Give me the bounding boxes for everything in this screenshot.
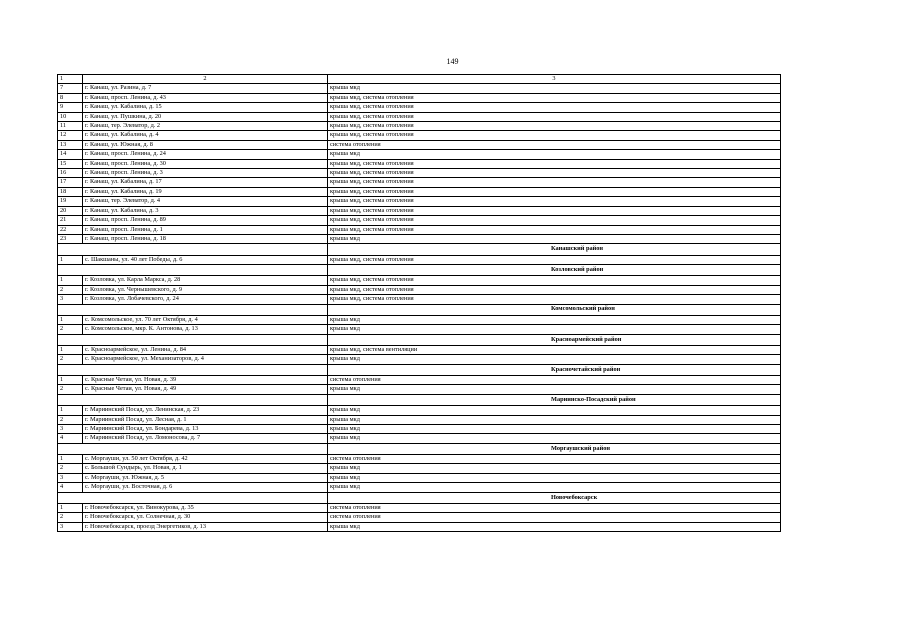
works-cell: крыша мкд <box>328 84 781 93</box>
row-number-cell: 2 <box>58 355 83 364</box>
works-cell: система отопления <box>328 513 781 522</box>
works-cell: крыша мкд <box>328 483 781 492</box>
works-cell: крыша мкд, система отопления <box>328 295 781 304</box>
section-empty-cell <box>58 304 328 315</box>
table-row <box>58 216 781 225</box>
page-number: 149 <box>446 57 459 66</box>
address-cell: г. Канаш, просп. Ленина, д. 43 <box>83 93 328 102</box>
section-empty-cell <box>58 244 328 255</box>
address-cell: г. Канаш, просп. Ленина, д. 18 <box>83 234 328 243</box>
repair-table <box>57 74 781 532</box>
table-row <box>58 385 781 394</box>
section-title: Канашский район <box>551 245 604 253</box>
row-number-cell: 1 <box>58 276 83 285</box>
address-cell: г. Мариинский Посад, ул. Лесная, д. 1 <box>83 415 328 424</box>
works-cell: крыша мкд <box>328 424 781 433</box>
table-row <box>58 424 781 433</box>
works-cell: система отопления <box>328 455 781 464</box>
works-cell: крыша мкд, система отопления <box>328 159 781 168</box>
table-row <box>58 464 781 473</box>
table-row <box>58 355 781 364</box>
works-cell: крыша мкд, система отопления <box>328 276 781 285</box>
section-title: Красночетайский район <box>551 365 621 373</box>
table-row <box>58 513 781 522</box>
row-number-cell: 21 <box>58 216 83 225</box>
table-row <box>58 112 781 121</box>
row-number-cell: 14 <box>58 150 83 159</box>
table-row <box>58 150 781 159</box>
row-number-cell: 1 <box>58 376 83 385</box>
table-row <box>58 197 781 206</box>
table-row <box>58 234 781 243</box>
section-empty-cell <box>58 394 328 405</box>
works-cell: крыша мкд, система отопления <box>328 178 781 187</box>
address-cell: г. Новочебоксарск, проезд Энергетиков, д. 13 <box>83 522 328 531</box>
row-number-cell: 2 <box>58 415 83 424</box>
table-row <box>58 504 781 513</box>
address-cell: с. Красноармейское, ул. Ленина, д. 84 <box>83 345 328 354</box>
address-cell: г. Канаш, ул. Кабалина, д. 19 <box>83 187 328 196</box>
works-cell: крыша мкд <box>328 406 781 415</box>
works-cell: крыша мкд, система отопления <box>328 206 781 215</box>
section-row <box>58 443 781 454</box>
address-cell: г. Канаш, ул. Кабалина, д. 17 <box>83 178 328 187</box>
address-cell: г. Канаш, ул. Пушкина, д. 20 <box>83 112 328 121</box>
table-row <box>58 455 781 464</box>
table-row <box>58 225 781 234</box>
works-cell: крыша мкд, система отопления <box>328 93 781 102</box>
row-number-cell: 16 <box>58 169 83 178</box>
table-row <box>58 103 781 112</box>
table-row <box>58 255 781 264</box>
works-cell: крыша мкд, система отопления <box>328 225 781 234</box>
section-title: Козловский район <box>551 265 604 273</box>
table-row <box>58 376 781 385</box>
section-row <box>58 492 781 503</box>
table-row <box>58 206 781 215</box>
row-number-cell: 17 <box>58 178 83 187</box>
address-cell: г. Канаш, просп. Ленина, д. 89 <box>83 216 328 225</box>
table-row <box>58 473 781 482</box>
works-cell: крыша мкд <box>328 464 781 473</box>
section-title-cell <box>328 443 781 454</box>
works-cell: крыша мкд <box>328 234 781 243</box>
works-cell: крыша мкд, система отопления <box>328 255 781 264</box>
section-title-cell <box>328 244 781 255</box>
table-row <box>58 325 781 334</box>
table-row <box>58 415 781 424</box>
row-number-cell: 1 <box>58 504 83 513</box>
section-empty-cell <box>58 334 328 345</box>
address-cell: г. Канаш, просп. Ленина, д. 1 <box>83 225 328 234</box>
section-title: Красноармейский район <box>551 335 622 343</box>
works-cell: крыша мкд <box>328 325 781 334</box>
section-title-cell <box>328 364 781 375</box>
works-cell: крыша мкд, система вентиляции <box>328 345 781 354</box>
table-row <box>58 178 781 187</box>
address-cell: г. Новочебоксарск, ул. Винокурова, д. 35 <box>83 504 328 513</box>
works-cell: крыша мкд, система отопления <box>328 216 781 225</box>
address-cell: г. Канаш, ул. Кабалина, д. 4 <box>83 131 328 140</box>
table-row <box>58 122 781 131</box>
address-cell: г. Козловка, ул. Карла Маркса, д. 28 <box>83 276 328 285</box>
address-cell: с. Комсомольское, ул. 70 лет Октября, д. 4 <box>83 315 328 324</box>
address-cell: с. Красноармейское, ул. Механизаторов, д. 4 <box>83 355 328 364</box>
row-number-cell: 1 <box>58 455 83 464</box>
table-row <box>58 315 781 324</box>
section-empty-cell <box>58 364 328 375</box>
address-cell: г. Мариинский Посад, ул. Ломоносова, д. 7 <box>83 434 328 443</box>
works-cell: система отопления <box>328 140 781 149</box>
address-cell: г. Мариинский Посад, ул. Бондарева, д. 13 <box>83 424 328 433</box>
table-row <box>58 169 781 178</box>
address-cell: с. Красные Четаи, ул. Новая, д. 39 <box>83 376 328 385</box>
address-cell: г. Мариинский Посад, ул. Ленинская, д. 23 <box>83 406 328 415</box>
section-title: Комсомольский район <box>551 305 615 313</box>
address-cell: с. Моргауши, ул. 50 лет Октября, д. 42 <box>83 455 328 464</box>
section-title: Моргаушский район <box>551 444 610 452</box>
section-row <box>58 364 781 375</box>
address-cell: г. Канаш, ул. Разина, д. 7 <box>83 84 328 93</box>
section-row <box>58 304 781 315</box>
works-cell: крыша мкд, система отопления <box>328 112 781 121</box>
row-number-cell: 3 <box>58 295 83 304</box>
row-number-cell: 3 <box>58 424 83 433</box>
address-cell: г. Канаш, ул. Южная, д. 8 <box>83 140 328 149</box>
row-number-cell: 8 <box>58 93 83 102</box>
address-cell: г. Канаш, тер. Элеватор, д. 2 <box>83 122 328 131</box>
table-row <box>58 159 781 168</box>
works-cell: крыша мкд <box>328 150 781 159</box>
address-cell: с. Шакшаны, ул. 40 лет Победы, д. 6 <box>83 255 328 264</box>
row-number-cell: 7 <box>58 84 83 93</box>
row-number-cell: 9 <box>58 103 83 112</box>
row-number-cell: 2 <box>58 464 83 473</box>
section-title: Новочебоксарск <box>551 493 598 501</box>
section-row <box>58 244 781 255</box>
table-row <box>58 276 781 285</box>
address-cell: г. Новочебоксарск, ул. Солнечная, д. 30 <box>83 513 328 522</box>
address-cell: г. Канаш, просп. Ленина, д. 30 <box>83 159 328 168</box>
row-number-cell: 20 <box>58 206 83 215</box>
works-cell: крыша мкд <box>328 434 781 443</box>
table-row <box>58 522 781 531</box>
row-number-cell: 1 <box>58 255 83 264</box>
works-cell: крыша мкд, система отопления <box>328 187 781 196</box>
section-title-cell <box>328 265 781 276</box>
row-number-cell: 4 <box>58 483 83 492</box>
row-number-cell: 15 <box>58 159 83 168</box>
row-number-cell: 3 <box>58 473 83 482</box>
header-cell-address: 2 <box>83 75 328 84</box>
row-number-cell: 1 <box>58 315 83 324</box>
section-title-cell <box>328 304 781 315</box>
address-cell: г. Канаш, просп. Ленина, д. 3 <box>83 169 328 178</box>
address-cell: г. Канаш, ул. Кабалина, д. 3 <box>83 206 328 215</box>
row-number-cell: 11 <box>58 122 83 131</box>
row-number-cell: 2 <box>58 285 83 294</box>
row-number-cell: 1 <box>58 345 83 354</box>
works-cell: крыша мкд, система отопления <box>328 197 781 206</box>
table-row <box>58 295 781 304</box>
row-number-cell: 3 <box>58 522 83 531</box>
row-number-cell: 13 <box>58 140 83 149</box>
section-row <box>58 334 781 345</box>
address-cell: г. Канаш, тер. Элеватор, д. 4 <box>83 197 328 206</box>
address-cell: с. Красные Четаи, ул. Новая, д. 49 <box>83 385 328 394</box>
works-cell: система отопления <box>328 376 781 385</box>
row-number-cell: 18 <box>58 187 83 196</box>
table-row <box>58 483 781 492</box>
address-cell: с. Моргауши, ул. Восточная, д. 6 <box>83 483 328 492</box>
section-empty-cell <box>58 492 328 503</box>
works-cell: крыша мкд, система отопления <box>328 285 781 294</box>
table-header-row <box>58 75 781 84</box>
table-row <box>58 93 781 102</box>
section-title-cell <box>328 334 781 345</box>
works-cell: крыша мкд <box>328 473 781 482</box>
section-empty-cell <box>58 265 328 276</box>
works-cell: крыша мкд <box>328 522 781 531</box>
row-number-cell: 2 <box>58 325 83 334</box>
row-number-cell: 12 <box>58 131 83 140</box>
address-cell: с. Большой Сундырь, ул. Новая, д. 1 <box>83 464 328 473</box>
table-body <box>58 75 781 532</box>
address-cell: с. Комсомольское, мкр. К. Антонова, д. 13 <box>83 325 328 334</box>
row-number-cell: 23 <box>58 234 83 243</box>
works-cell: система отопления <box>328 504 781 513</box>
table-row <box>58 285 781 294</box>
header-cell-number: 1 <box>58 75 83 84</box>
works-cell: крыша мкд, система отопления <box>328 103 781 112</box>
section-row <box>58 394 781 405</box>
row-number-cell: 10 <box>58 112 83 121</box>
address-cell: с. Моргауши, ул. Южная, д. 5 <box>83 473 328 482</box>
row-number-cell: 1 <box>58 406 83 415</box>
table-row <box>58 131 781 140</box>
section-title-cell <box>328 492 781 503</box>
section-empty-cell <box>58 443 328 454</box>
row-number-cell: 2 <box>58 513 83 522</box>
works-cell: крыша мкд <box>328 415 781 424</box>
table-row <box>58 187 781 196</box>
table-row <box>58 84 781 93</box>
table-row <box>58 406 781 415</box>
table-row <box>58 140 781 149</box>
works-cell: крыша мкд <box>328 315 781 324</box>
row-number-cell: 22 <box>58 225 83 234</box>
table-row <box>58 434 781 443</box>
row-number-cell: 4 <box>58 434 83 443</box>
row-number-cell: 19 <box>58 197 83 206</box>
works-cell: крыша мкд, система отопления <box>328 131 781 140</box>
works-cell: крыша мкд, система отопления <box>328 122 781 131</box>
section-title: Мариинско-Посадский район <box>551 395 636 403</box>
section-title-cell <box>328 394 781 405</box>
address-cell: г. Козловка, ул. Чернышевского, д. 9 <box>83 285 328 294</box>
works-cell: крыша мкд <box>328 355 781 364</box>
works-cell: крыша мкд <box>328 385 781 394</box>
address-cell: г. Канаш, ул. Кабалина, д. 15 <box>83 103 328 112</box>
address-cell: г. Козловка, ул. Лобачевского, д. 24 <box>83 295 328 304</box>
works-cell: крыша мкд, система отопления <box>328 169 781 178</box>
table-row <box>58 345 781 354</box>
row-number-cell: 2 <box>58 385 83 394</box>
header-cell-works: 3 <box>328 75 781 84</box>
section-row <box>58 265 781 276</box>
address-cell: г. Канаш, просп. Ленина, д. 24 <box>83 150 328 159</box>
